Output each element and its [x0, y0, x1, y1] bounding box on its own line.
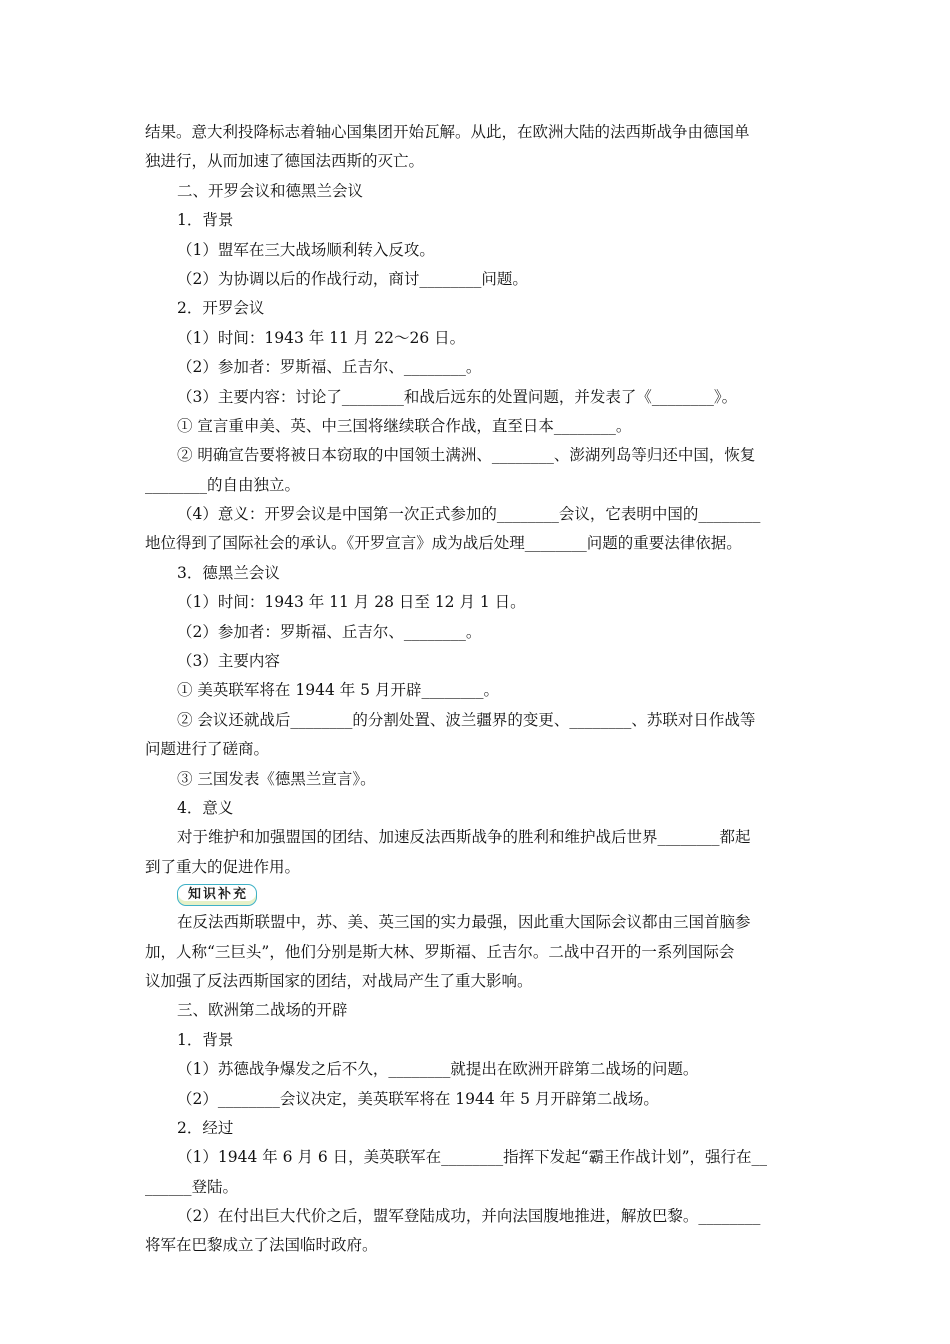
section-heading: 二、开罗会议和德黑兰会议	[177, 181, 364, 200]
subsection-heading: 1．背景	[177, 1030, 234, 1049]
text-line: 结果。意大利投降标志着轴心国集团开始瓦解。从此，在欧洲大陆的法西斯战争由德国单	[145, 123, 750, 141]
text-line: （2）参加者：罗斯福、丘吉尔、________。	[177, 358, 482, 377]
text-line: ③ 三国发表《德黑兰宣言》。	[177, 769, 376, 788]
subsection-heading: 3．德黑兰会议	[177, 563, 280, 582]
text-line: （3）主要内容：讨论了________和战后远东的处置问题，并发表了《________》。	[177, 387, 738, 406]
text-line: （1）盟军在三大战场顺利转入反攻。	[177, 240, 435, 259]
text-line: 将军在巴黎成立了法国临时政府。	[145, 1236, 378, 1255]
text-line: （1）苏德战争爆发之后不久，________就提出在欧洲开辟第二战场的问题。	[177, 1060, 699, 1079]
text-line: ________的自由独立。	[145, 475, 301, 494]
text-line: 加，人称“三巨头”，他们分别是斯大林、罗斯福、丘吉尔。二战中召开的一系列国际会	[145, 942, 735, 961]
text-line: ② 会议还就战后________的分割处置、波兰疆界的变更、________、苏联对日作战等	[177, 710, 756, 729]
knowledge-supplement-row	[145, 882, 810, 908]
section-heading: 三、欧洲第二战场的开辟	[177, 1001, 348, 1020]
text-line: （1）1944 年 6 月 6 日，美英联军在________指挥下发起“霸王作战计划”，强行在__	[177, 1148, 768, 1167]
text-line: 对于维护和加强盟国的团结、加速反法西斯战争的胜利和维护战后世界________都起	[177, 828, 751, 847]
text-line: 在反法西斯联盟中，苏、美、英三国的实力最强，因此重大国际会议都由三国首脑参	[177, 913, 751, 932]
subsection-heading: 2．经过	[177, 1118, 234, 1137]
text-line: 地位得到了国际社会的承认。《开罗宣言》成为战后处理________问题的重要法律依据。	[145, 534, 742, 553]
text-line: （2）参加者：罗斯福、丘吉尔、________。	[177, 622, 482, 641]
text-line: ______登陆。	[145, 1177, 239, 1196]
text-line: （2）在付出巨大代价之后，盟军登陆成功，并向法国腹地推进，解放巴黎。________	[177, 1207, 761, 1226]
text-line: （3）主要内容	[177, 652, 280, 671]
text-line: ① 美英联军将在 1944 年 5 月开辟________。	[177, 681, 499, 700]
subsection-heading: 1．背景	[177, 211, 234, 230]
text-line: （4）意义：开罗会议是中国第一次正式参加的________会议，它表明中国的________	[177, 505, 761, 524]
document-page	[145, 118, 810, 1261]
knowledge-supplement-badge: 知识补充	[177, 884, 257, 906]
text-line: （1）时间：1943 年 11 月 22～26 日。	[177, 328, 466, 347]
text-line: ② 明确宣告要将被日本窃取的中国领土满洲、________、澎湖列岛等归还中国，恢复	[177, 446, 756, 465]
text-line: （2）为协调以后的作战行动，商讨________问题。	[177, 269, 528, 288]
text-line: 问题进行了磋商。	[145, 740, 270, 759]
text-line: 议加强了反法西斯国家的团结，对战局产生了重大影响。	[145, 971, 533, 990]
text-line: （2）________会议决定，美英联军将在 1944 年 5 月开辟第二战场。	[177, 1089, 659, 1108]
subsection-heading: 2．开罗会议	[177, 299, 265, 318]
subsection-heading: 4．意义	[177, 798, 234, 817]
text-line: ① 宣言重申美、英、中三国将继续联合作战，直至日本________。	[177, 416, 632, 435]
text-line: 独进行，从而加速了德国法西斯的灭亡。	[145, 152, 425, 171]
text-line: 到了重大的促进作用。	[145, 857, 301, 876]
text-line: （1）时间：1943 年 11 月 28 日至 12 月 1 日。	[177, 593, 526, 612]
